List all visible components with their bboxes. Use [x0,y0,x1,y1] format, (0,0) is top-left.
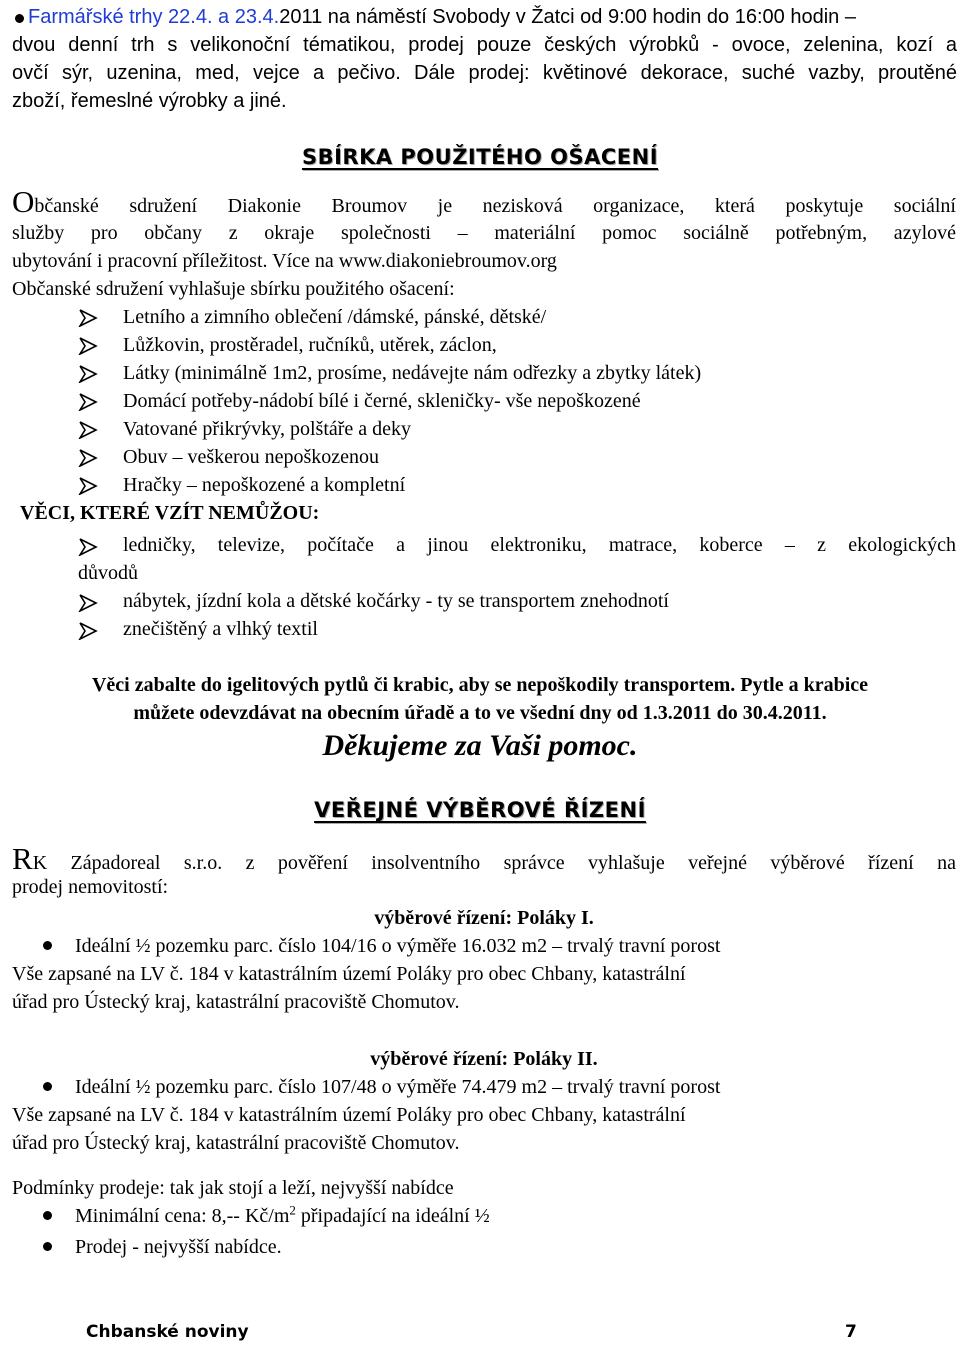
publication-name: Chbanské noviny [86,1322,249,1342]
lot1-registry: Vše zapsané na LV č. 184 v katastrálním území Poláky pro obec Chbany, katastrální [12,963,686,985]
minimum-price: Minimální cena: 8,-- $Kč/m^2$ připadající na ideální ½ [75,1202,490,1227]
lot2-title: výběrové řízení: Poláky II. [370,1048,598,1070]
clothing-intro-line: služby pro občany z okraje společnosti – materiální pomoc sociálně potřebným, azylové [12,222,956,244]
lot1-title: výběrové řízení: Poláky I. [374,907,594,929]
farmers-market-line: ovčí sýr, uzenina, med, vejce a pečivo. Dále prodej: květinové dekorace, suché vazby, proutěné [12,62,957,84]
accepted-item: Vatované přikrývky, polštáře a deky [123,418,412,440]
lot2-registry: Vše zapsané na LV č. 184 v katastrálním území Poláky pro obec Chbany, katastrální [12,1104,686,1126]
lot2-registry: úřad pro Ústecký kraj, katastrální pracoviště Chomutov. [12,1132,460,1154]
arrow-bullet-icon [78,393,98,411]
drop-cap: R [12,841,33,876]
page-number: 7 [845,1322,857,1342]
farmers-market-date: Farmářské trhy 22.4. a 23.4. [28,6,280,28]
clothing-collection-heading: SBÍRKA POUŽITÉHO OŠACENÍ [301,145,659,169]
bullet [43,1242,52,1251]
not-accepted-item: znečištěný a vlhký textil [123,618,318,640]
lot1-registry: úřad pro Ústecký kraj, katastrální pracoviště Chomutov. [12,991,460,1013]
arrow-bullet-icon [78,538,98,556]
farmers-market-line: 2011 na náměstí Svobody v Žatci od 9:00 hodin do 16:00 hodin – [279,6,856,28]
arrow-bullet-icon [78,622,98,640]
arrow-bullet-icon [78,365,98,383]
drop-cap: O [12,184,35,219]
accepted-item: Letního a zimního oblečení /dámské, pánské, dětské/ [123,306,547,328]
not-accepted-item: ledničky, televize, počítače a jinou elektroniku, matrace, koberce – z ekologických [123,534,956,556]
not-accepted-heading: VĚCI, KTERÉ VZÍT NEMŮŽOU: [20,502,320,524]
bullet [43,941,52,950]
bullet [43,1082,52,1091]
arrow-bullet-icon [78,477,98,495]
clothing-intro-line: ubytování i pracovní příležitost. Více na www.diakoniebroumov.org [12,250,557,272]
not-accepted-item-continuation: důvodů [78,562,138,584]
arrow-bullet-icon [78,421,98,439]
tender-heading: VEŘEJNÉ VÝBĚROVÉ ŘÍZENÍ [314,798,646,822]
packing-instructions-line: Věci zabalte do igelitových pytlů či krabic, aby se nepoškodily transportem. Pytle a krabice [91,674,869,696]
sale-rule: Prodej - nejvyšší nabídce. [75,1236,282,1258]
packing-instructions-line: můžete odevzdávat na obecním úřadě a to ve všední dny od 1.3.2011 do 30.4.2011. [133,702,827,724]
tender-intro-line: RK Západoreal s.r.o. z pověření insolventního správce vyhlašuje veřejné výběrové řízení na [12,841,956,876]
farmers-market-paragraph [28,4,957,32]
superscript: 2 [289,1202,296,1218]
collection-announcement: Občanské sdružení vyhlašuje sbírku použitého ošacení: [12,278,455,300]
sale-conditions: Podmínky prodeje: tak jak stojí a leží, nejvyšší nabídce [12,1177,454,1199]
tender-intro-line: prodej nemovitostí: [12,876,169,898]
accepted-item: Obuv – veškerou nepoškozenou [123,446,380,468]
lot1-item: Ideální ½ pozemku parc. číslo 104/16 o výměře 16.032 m2 – trvalý travní porost [75,935,721,957]
clothing-intro-line: Občanské sdružení Diakonie Broumov je nezisková organizace, která poskytuje sociální [12,184,956,219]
not-accepted-item: nábytek, jízdní kola a dětské kočárky - ty se transportem znehodnotí [123,590,669,612]
farmers-market-line: zboží, řemeslné výrobky a jiné. [12,90,287,112]
farmers-market-line: dvou denní trh s velikonoční tématikou, prodej pouze českých výrobků - ovoce, zelenina, kozí a [12,34,957,56]
arrow-bullet-icon [78,309,98,327]
arrow-bullet-icon [78,594,98,612]
thank-you-message: Děkujeme za Vaši pomoc. [322,729,638,762]
accepted-item: Hračky – nepoškozené a kompletní [123,474,406,496]
lot2-item: Ideální ½ pozemku parc. číslo 107/48 o výměře 74.479 m2 – trvalý travní porost [75,1076,721,1098]
arrow-bullet-icon [78,337,98,355]
bullet [43,1211,52,1220]
accepted-item: Látky (minimálně 1m2, prosíme, nedávejte nám odřezky a zbytky látek) [123,362,702,384]
bullet [15,14,24,23]
accepted-item: Lůžkovin, prostěradel, ručníků, utěrek, záclon, [123,334,497,356]
arrow-bullet-icon [78,449,98,467]
accepted-item: Domácí potřeby-nádobí bílé i černé, skleničky- vše nepoškozené [123,390,641,412]
